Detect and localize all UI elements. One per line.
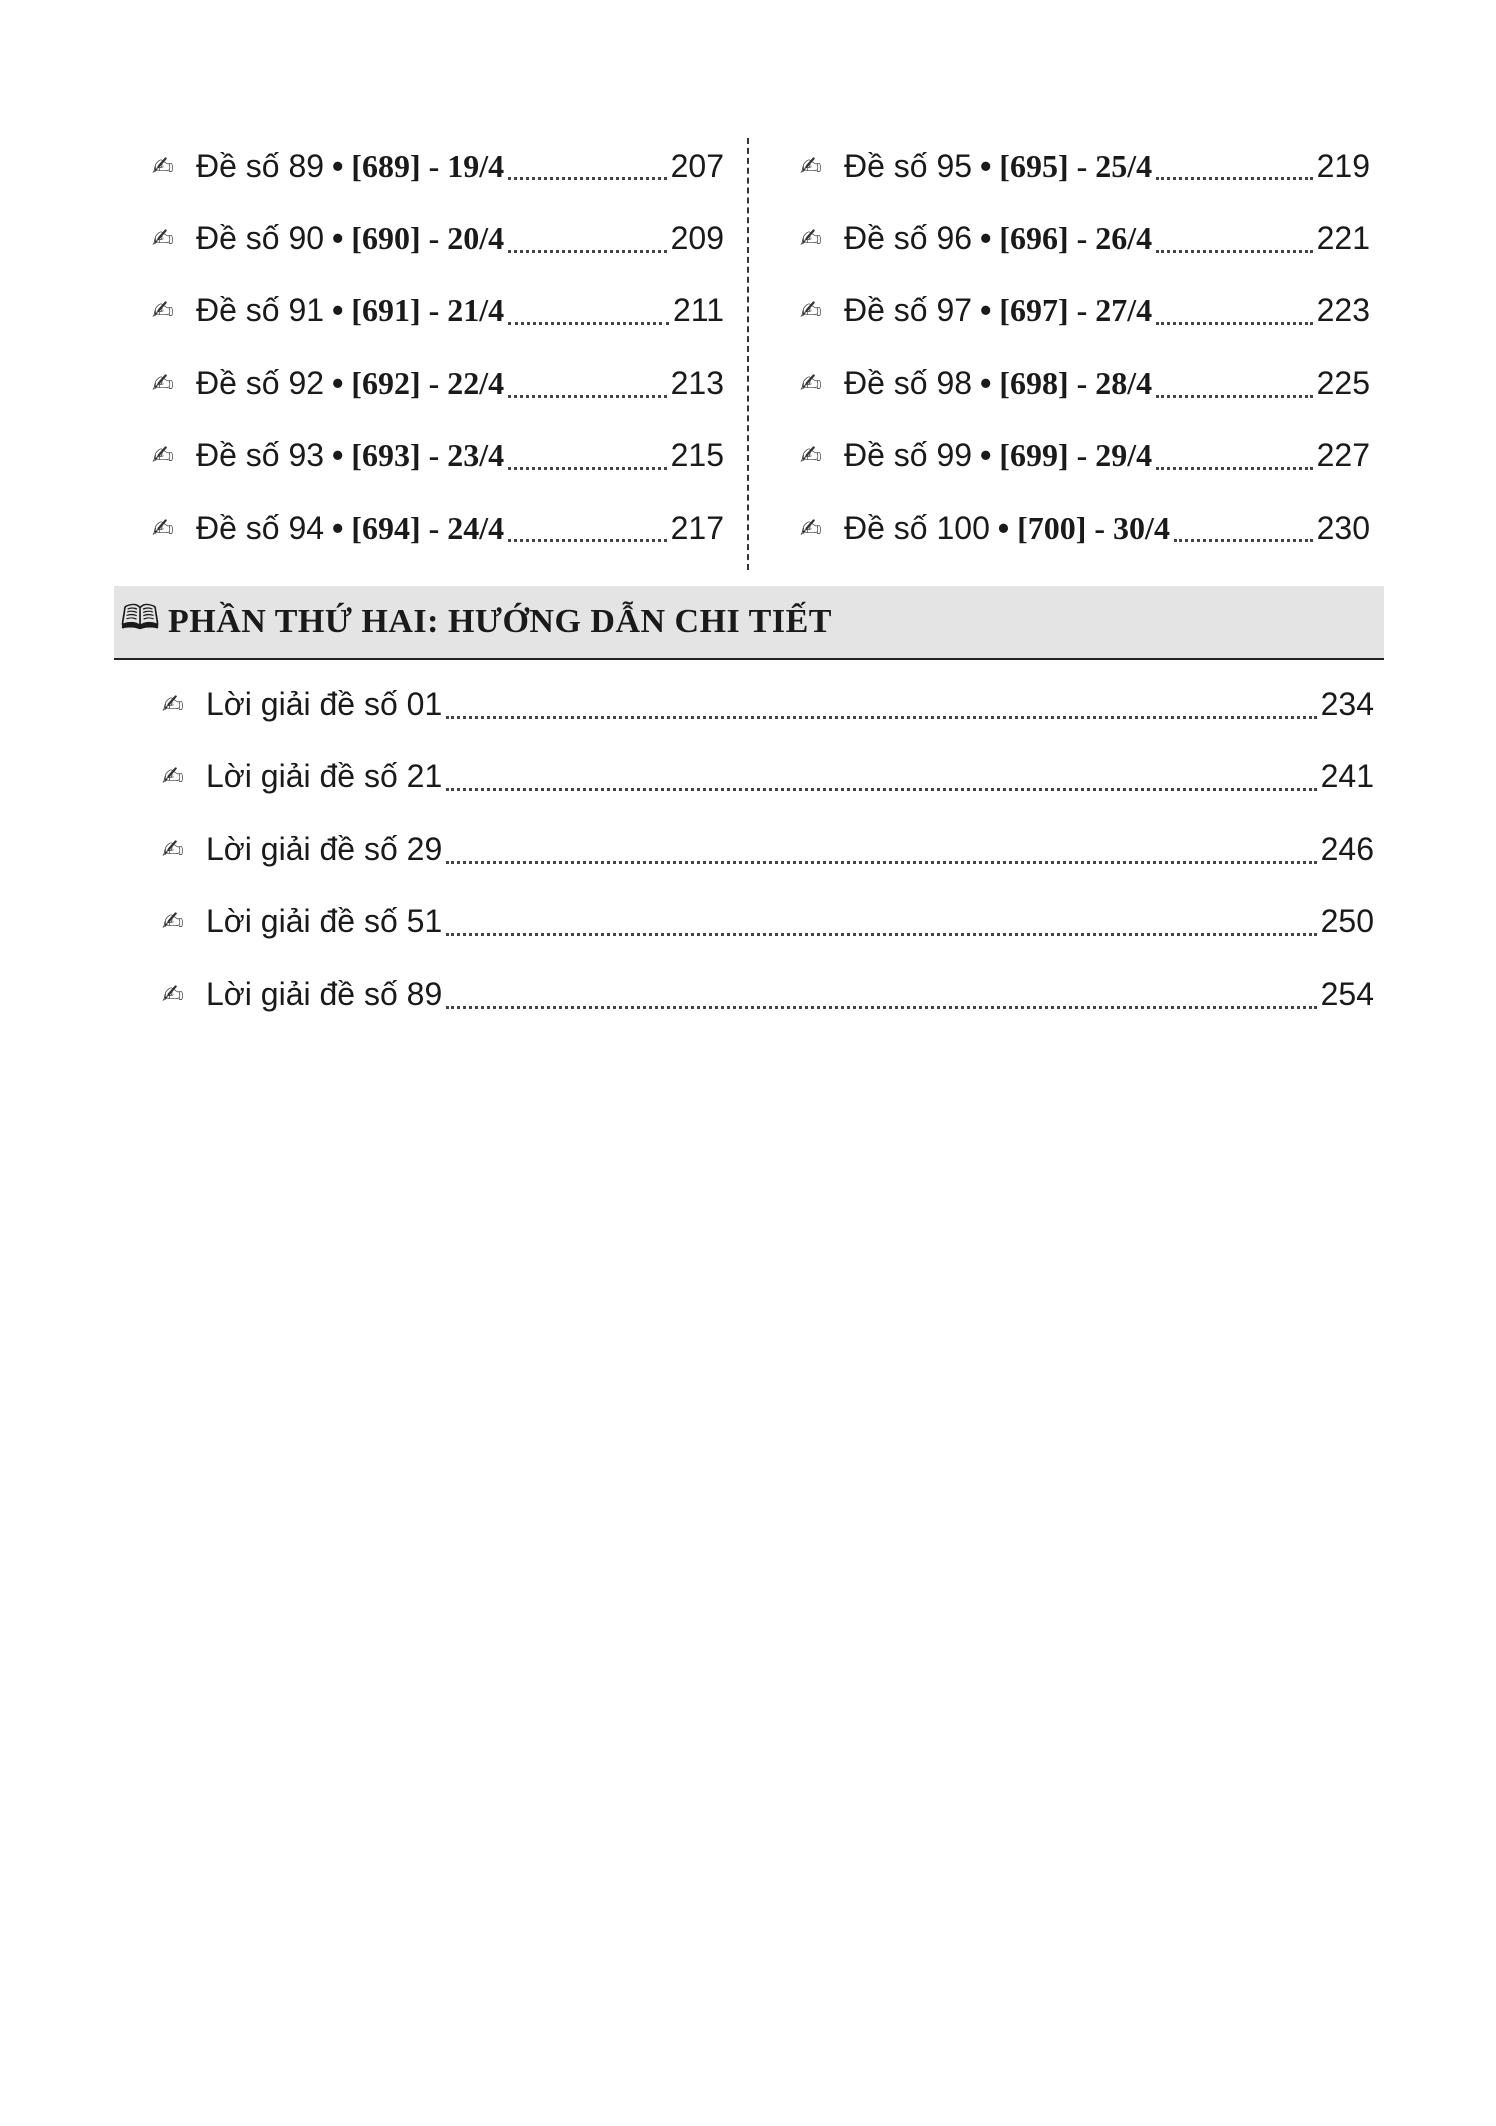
entry-separator: • (332, 220, 344, 257)
entry-label: Lời giải đề số 29 (206, 830, 443, 867)
dot-leader (508, 459, 666, 470)
pen-icon: ✍ (162, 688, 184, 719)
toc-left-column (152, 130, 724, 564)
pen-icon: ✍ (152, 512, 174, 543)
entry-label: Đề số 92 (196, 364, 325, 401)
entry-label: Đề số 95 (844, 147, 973, 184)
entry-page: 219 (1316, 147, 1370, 184)
pen-icon: ✍ (162, 906, 184, 937)
entry-page: 230 (1316, 509, 1370, 546)
dot-leader (508, 531, 666, 542)
entry-code: [693] - 23/4 (351, 437, 505, 474)
toc-entry[interactable] (162, 813, 1374, 886)
entry-code: [700] - 30/4 (1017, 509, 1170, 546)
entry-code: [695] - 25/4 (999, 147, 1153, 184)
entry-separator: • (980, 364, 992, 401)
entry-label: Lời giải đề số 51 (206, 903, 443, 940)
toc-solutions-list (162, 668, 1374, 1031)
toc-entry[interactable] (152, 420, 724, 492)
column-divider (747, 138, 749, 570)
entry-code: [689] - 19/4 (351, 147, 505, 184)
dot-leader (446, 925, 1316, 936)
entry-page: 223 (1316, 292, 1370, 329)
toc-entry[interactable] (162, 668, 1374, 741)
entry-code: [690] - 20/4 (351, 220, 505, 257)
pen-icon: ✍ (152, 440, 174, 471)
entry-label: Đề số 96 (844, 220, 973, 257)
pen-icon: ✍ (162, 833, 184, 864)
entry-label: Đề số 100 (844, 509, 990, 546)
entry-separator: • (980, 147, 992, 184)
dot-leader (446, 780, 1316, 791)
entry-label: Đề số 98 (844, 364, 973, 401)
entry-label: Đề số 97 (844, 292, 973, 329)
entry-separator: • (332, 292, 344, 329)
entry-page: 221 (1316, 220, 1370, 257)
dot-leader (1156, 314, 1312, 325)
toc-entry[interactable] (800, 347, 1370, 419)
entry-label: Đề số 90 (196, 220, 325, 257)
pen-icon: ✍ (152, 367, 174, 398)
entry-separator: • (332, 147, 344, 184)
dot-leader (508, 242, 666, 253)
entry-code: [698] - 28/4 (999, 364, 1153, 401)
toc-entry[interactable] (152, 347, 724, 419)
pen-icon: ✍ (152, 295, 174, 326)
pen-icon: ✍ (800, 367, 822, 398)
entry-label: Đề số 89 (196, 147, 325, 184)
dot-leader (446, 998, 1316, 1009)
pen-icon: ✍ (152, 150, 174, 181)
pen-icon: ✍ (800, 440, 822, 471)
toc-right-column (800, 130, 1370, 564)
entry-code: [691] - 21/4 (351, 292, 505, 329)
entry-separator: • (332, 509, 344, 546)
entry-code: [692] - 22/4 (351, 364, 505, 401)
toc-entry[interactable] (152, 275, 724, 347)
dot-leader (508, 169, 666, 180)
entry-separator: • (997, 509, 1010, 546)
entry-separator: • (332, 437, 344, 474)
entry-separator: • (980, 292, 992, 329)
dot-leader (446, 853, 1316, 864)
entry-page: 246 (1320, 830, 1374, 867)
entry-page: 207 (670, 147, 724, 184)
pen-icon: ✍ (800, 223, 822, 254)
dot-leader (1156, 387, 1312, 398)
entry-label: Lời giải đề số 21 (206, 758, 443, 795)
toc-entry[interactable] (162, 741, 1374, 814)
toc-entry[interactable] (162, 958, 1374, 1031)
entry-page: 234 (1320, 685, 1374, 722)
entry-code: [696] - 26/4 (999, 220, 1153, 257)
section-title: PHẦN THỨ HAI: HƯỚNG DẪN CHI TIẾT (168, 603, 832, 640)
toc-entry[interactable] (800, 202, 1370, 274)
entry-label: Đề số 93 (196, 437, 325, 474)
entry-label: Đề số 94 (196, 509, 325, 546)
entry-page: 213 (670, 364, 724, 401)
section-heading (114, 586, 1384, 660)
entry-label: Đề số 91 (196, 292, 325, 329)
dot-leader (446, 708, 1316, 719)
entry-separator: • (332, 364, 344, 401)
entry-page: 241 (1320, 758, 1374, 795)
pen-icon: ✍ (800, 512, 822, 543)
toc-entry[interactable] (800, 275, 1370, 347)
entry-label: Lời giải đề số 89 (206, 975, 443, 1012)
dot-leader (1156, 169, 1312, 180)
pen-icon: ✍ (800, 295, 822, 326)
toc-entry[interactable] (152, 130, 724, 202)
entry-page: 211 (672, 292, 724, 329)
toc-entry[interactable] (152, 202, 724, 274)
entry-page: 227 (1316, 437, 1370, 474)
entry-page: 250 (1320, 903, 1374, 940)
entry-code: [699] - 29/4 (999, 437, 1153, 474)
entry-separator: • (980, 220, 992, 257)
toc-entry[interactable] (152, 492, 724, 564)
toc-part-one-continued (0, 130, 1496, 580)
entry-page: 225 (1316, 364, 1370, 401)
entry-page: 215 (670, 437, 724, 474)
entry-code: [697] - 27/4 (999, 292, 1153, 329)
entry-page: 209 (670, 220, 724, 257)
pen-icon: ✍ (162, 978, 184, 1009)
book-icon: 🕮 (120, 598, 161, 637)
dot-leader (1156, 459, 1312, 470)
toc-entry[interactable] (800, 492, 1370, 564)
toc-entry[interactable] (800, 420, 1370, 492)
pen-icon: ✍ (800, 150, 822, 181)
entry-separator: • (980, 437, 992, 474)
dot-leader (1174, 531, 1313, 542)
entry-label: Đề số 99 (844, 437, 973, 474)
dot-leader (508, 314, 669, 325)
entry-page: 254 (1320, 975, 1374, 1012)
entry-label: Lời giải đề số 01 (206, 685, 443, 722)
toc-entry[interactable] (800, 130, 1370, 202)
dot-leader (1156, 242, 1312, 253)
entry-code: [694] - 24/4 (351, 509, 505, 546)
entry-page: 217 (670, 509, 724, 546)
dot-leader (508, 387, 666, 398)
pen-icon: ✍ (162, 761, 184, 792)
toc-entry[interactable] (162, 886, 1374, 959)
pen-icon: ✍ (152, 223, 174, 254)
